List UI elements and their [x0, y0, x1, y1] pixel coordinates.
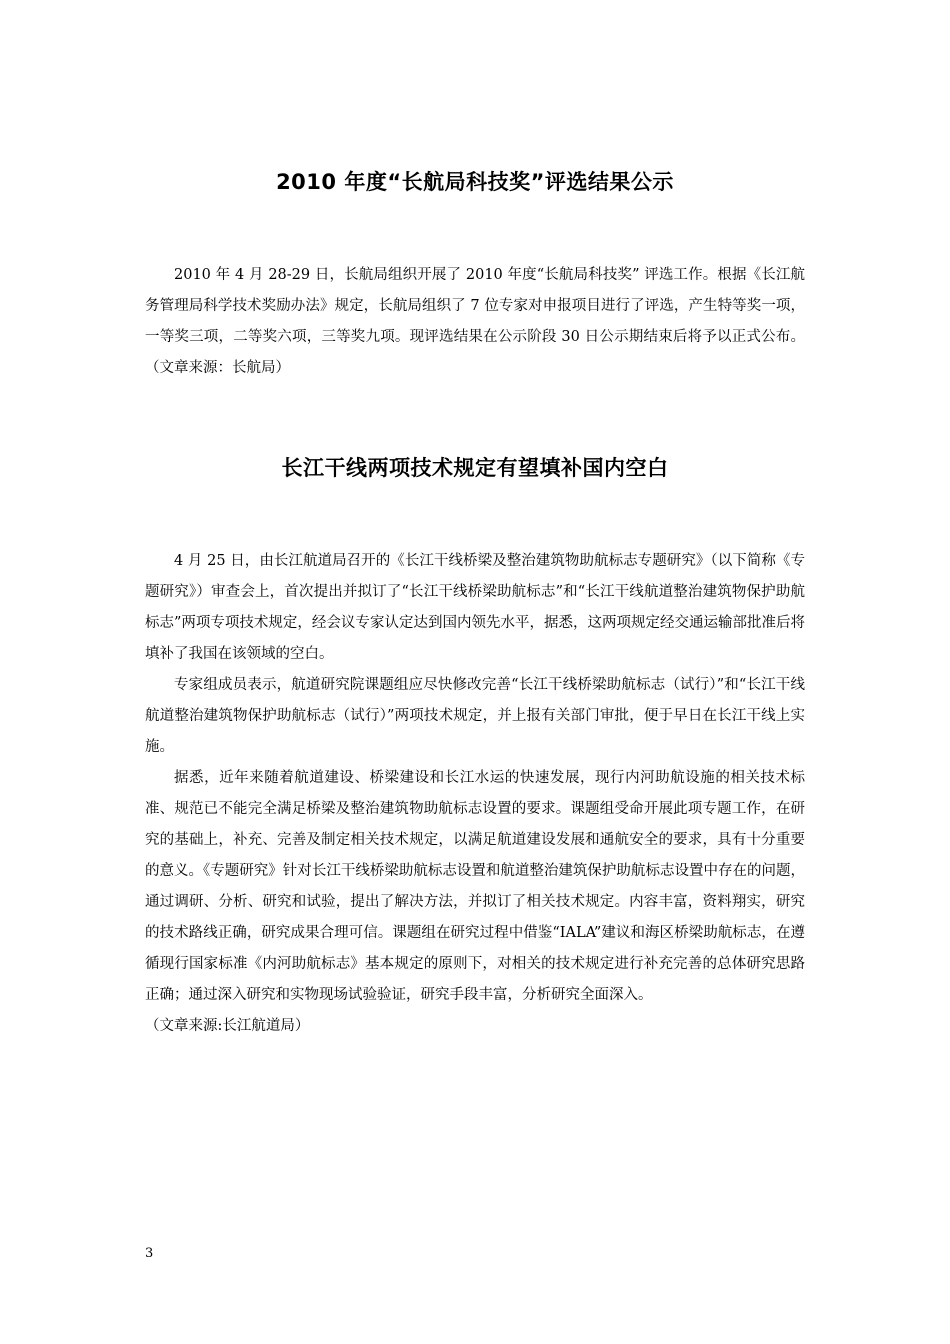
article-2-paragraph-1: 4 月 25 日，由长江航道局召开的《长江干线桥梁及整治建筑物助航标志专题研究》（以下简称《专题研究》）审查会上，首次提出并拟订了“长江干线桥梁助航标志”和“长江干线航道整治建筑物保护助航标志”两项专项技术规定，经会议专家认定达到国内领先水平，据悉，这两项规定经交通运输部批准后将填补了我国在该领域的空白。 — [145, 553, 805, 662]
article-2-paragraph-2: 专家组成员表示，航道研究院课题组应尽快修改完善“长江干线桥梁助航标志（试行）”和“长江干线航道整治建筑物保护助航标志（试行）”两项技术规定，并上报有关部门审批，便于早日在长江干线上实施。 — [145, 677, 805, 755]
page-number: 3 — [145, 1246, 154, 1261]
article-2-title: 长江干线两项技术规定有望填补国内空白 — [281, 456, 669, 480]
article-1-paragraph: 2010 年 4 月 28-29 日，长航局组织开展了 2010 年度“长航局科技奖” 评选工作。根据《长江航务管理局科学技术奖励办法》规定，长航局组织了 7 位专家对申报项目进行了评选，产生特等奖一项，一等奖三项，二等奖六项，三等奖九项。现评选结果在公示阶段 30 日公示期结束后将予以正式公布。（文章来源：长航局） — [145, 267, 805, 376]
article-1-body — [145, 260, 805, 384]
article-2-paragraph-3: 据悉，近年来随着航道建设、桥梁建设和长江水运的快速发展，现行内河助航设施的相关技术标准、规范已不能完全满足桥梁及整治建筑物助航标志设置的要求。课题组受命开展此项专题工作，在研究的基础上，补充、完善及制定相关技术规定，以满足航道建设发展和通航安全的要求，具有十分重要的意义。《专题研究》针对长江干线桥梁助航标志设置和航道整治建筑保护助航标志设置中存在的问题，通过调研、分析、研究和试验，提出了解决方法，并拟订了相关技术规定。内容丰富，资料翔实，研究的技术路线正确，研究成果合理可信。课题组在研究过程中借鉴“IALA”建议和海区桥梁助航标志，在遵循现行国家标准《内河助航标志》基本规定的原则下，对相关的技术规定进行补充完善的总体研究思路正确；通过深入研究和实物现场试验验证，研究手段丰富，分析研究全面深入。 — [145, 770, 805, 1003]
article-2-source: （文章来源:长江航道局） — [145, 1018, 310, 1034]
article-2-body — [145, 546, 805, 1042]
article-1-title: 2010 年度“长航局科技奖”评选结果公示 — [276, 170, 674, 194]
